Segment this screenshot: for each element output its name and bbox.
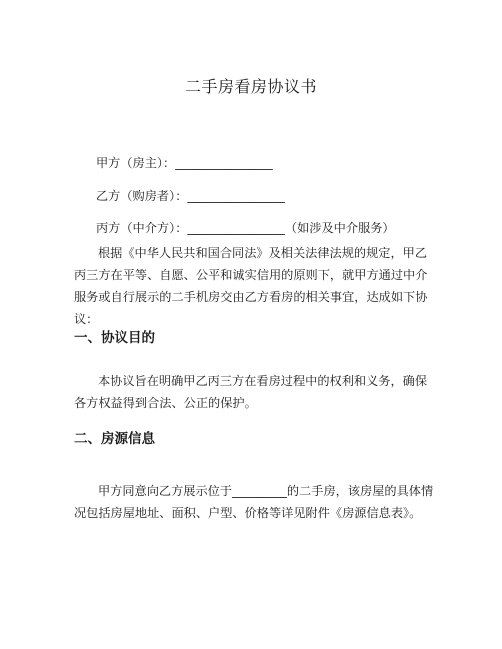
section-body-property: 甲方同意向乙方展示位于_________的二手房，该房屋的具体情况包括房屋地址、面积、户型、价格等详见附件《房源信息表》。	[74, 484, 434, 520]
party-b-line: 乙方（购房者）：________________	[96, 189, 285, 203]
party-a-line: 甲方（房主）：________________	[96, 156, 273, 170]
party-c-line: 丙方（中介方）：________________（如涉及中介服务）	[96, 221, 395, 235]
section-heading-purpose: 一、协议目的	[74, 330, 155, 346]
section-heading-property: 二、房源信息	[74, 431, 155, 447]
intro-paragraph: 根据《中华人民共和国合同法》及相关法律法规的规定，甲乙丙三方在平等、自愿、公平和诚实信用的原则下，就甲方通过中介服务或自行展示的二手机房交由乙方看房的相关事宜，达成如下协议：	[74, 246, 428, 326]
document-title: 二手房看房协议书	[184, 77, 317, 96]
section-body-purpose: 本协议旨在明确甲乙丙三方在看房过程中的权利和义务，确保各方权益得到合法、公正的保护。	[74, 374, 428, 410]
